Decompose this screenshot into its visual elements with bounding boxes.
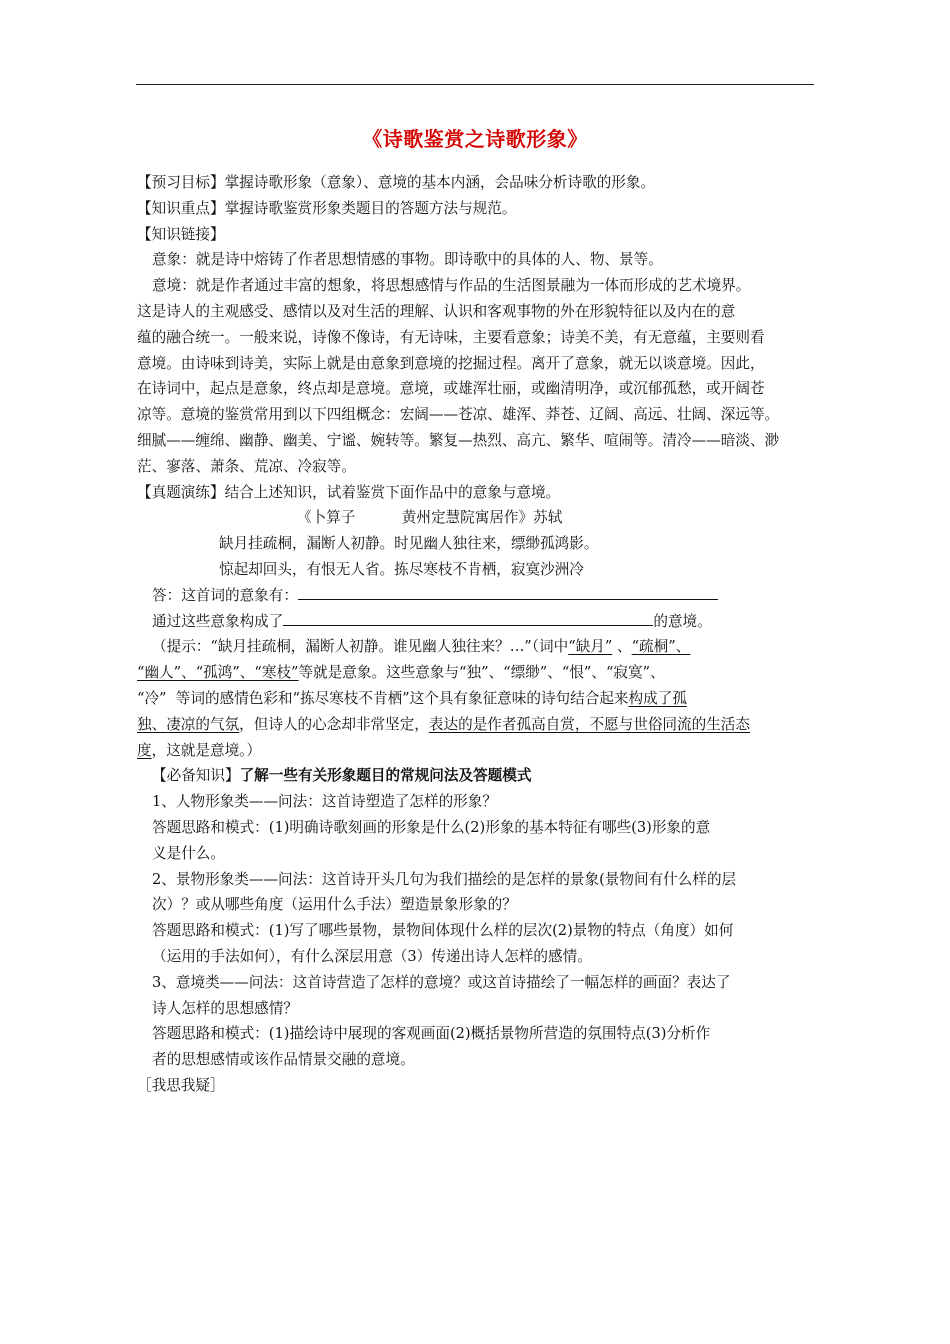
required-knowledge-tag: 【必备知识】 bbox=[152, 767, 240, 785]
knowledge-line: 答题思路和模式：(1)描绘诗中展现的客观画面(2)概括景物所营造的氛围特点(3)分析作 bbox=[152, 1025, 711, 1043]
hint-text: （提示：“缺月挂疏桐，漏断人初静。谁见幽人独往来？…”（词中 bbox=[152, 638, 569, 656]
knowledge-line: 1、人物形象类——问法：这首诗塑造了怎样的形象？ bbox=[152, 793, 497, 811]
yijing-line: 意境：就是作者通过丰富的想象，将思想感情与作品的生活图景融为一体而形成的艺术境界。 bbox=[152, 277, 751, 295]
yijing-line: 细腻——缠绵、幽静、幽美、宁谧、婉转等。繁复—热烈、高亢、繁华、喧闹等。清冷——暗淡、渺 bbox=[137, 431, 780, 449]
poem-line: 缺月挂疏桐，漏断人初静。时见幽人独往来，缥缈孤鸿影。 bbox=[219, 535, 599, 553]
document-body bbox=[137, 170, 817, 1099]
answer-mood bbox=[137, 609, 817, 635]
hint-underlined: 度 bbox=[137, 741, 152, 759]
answer-imagery bbox=[137, 583, 817, 609]
preview-goal-tag: 【预习目标】 bbox=[137, 174, 225, 191]
knowledge-link-tag: 【知识链接】 bbox=[137, 225, 225, 243]
hint-underlined: 独、凄凉的气氛 bbox=[137, 715, 240, 733]
hint-text: “冷” 等词的感情色彩和“拣尽寒枝不肯栖”这个具有象征意味的诗句结合起来 bbox=[137, 689, 629, 707]
practice-text: 结合上述知识，试着鉴赏下面作品中的意象与意境。 bbox=[224, 483, 561, 501]
yijing-line: 蕴的融合统一。一般来说，诗像不像诗，有无诗味，主要看意象；诗美不美，有无意蕴，主要则看 bbox=[137, 328, 765, 346]
knowledge-line: 答题思路和模式：(1)明确诗歌刻画的形象是什么(2)形象的基本特征有哪些(3)形象的意 bbox=[152, 818, 711, 836]
yixiang-definition: 意象：就是诗中熔铸了作者思想情感的事物。即诗歌中的具体的人、物、景等。 bbox=[152, 251, 663, 269]
hint-underlined: “幽人”、“孤鸿”、“寒枝” bbox=[137, 664, 299, 682]
yijing-line: 在诗词中，起点是意象，终点却是意境。意境，或雄浑壮丽，或幽清明净，或沉郁孤愁，或开阔苍 bbox=[137, 380, 765, 398]
hint-text: 等就是意象。这些意象与“独”、“缥缈”、“恨”、“寂寞”、 bbox=[298, 664, 665, 682]
hint-text: ，但诗人的心念却非常坚定， bbox=[239, 715, 429, 733]
yijing-line: 意境。由诗味到诗美，实际上就是由意象到意境的挖掘过程。离开了意象，就无以谈意境。因此， bbox=[137, 354, 765, 372]
answer-imagery-prefix: 答：这首词的意象有： bbox=[152, 586, 298, 604]
hint-line bbox=[137, 738, 817, 764]
knowledge-line: 2、景物形象类——问法：这首诗开头几句为我们描绘的是怎样的景象(景物间有什么样的层 bbox=[152, 870, 737, 888]
hint-underlined: “缺月” bbox=[568, 638, 613, 656]
hint-underlined: 构成了孤 bbox=[628, 689, 687, 707]
answer-mood-suffix: 的意境。 bbox=[653, 612, 712, 630]
poem-title: 《卜算子 黄州定慧院寓居作》苏轼 bbox=[297, 509, 563, 527]
knowledge-line: （运用的手法如何），有什么深层用意（3）传递出诗人怎样的感情。 bbox=[152, 947, 592, 965]
answer-mood-blank[interactable] bbox=[283, 609, 653, 626]
knowledge-line: 次）？或从哪些角度（运用什么手法）塑造景象形象的？ bbox=[152, 896, 517, 914]
hint-line bbox=[137, 686, 817, 712]
knowledge-line: 义是什么。 bbox=[152, 844, 225, 862]
header-rule bbox=[136, 84, 814, 85]
knowledge-line: 者的思想感情或该作品情景交融的意境。 bbox=[152, 1051, 415, 1069]
reflection-heading: ［我思我疑］ bbox=[137, 1076, 225, 1094]
key-point-text: 掌握诗歌鉴赏形象类题目的答题方法与规范。 bbox=[224, 199, 517, 217]
yijing-line: 茫、寥落、萧条、荒凉、冷寂等。 bbox=[137, 457, 356, 475]
practice-tag: 【真题演练】 bbox=[137, 483, 225, 501]
hint-text: ，这就是意境。） bbox=[151, 741, 262, 759]
preview-goal-text: 掌握诗歌形象（意象）、意境的基本内涵，会品味分析诗歌的形象。 bbox=[224, 174, 656, 191]
hint-underlined: 表达的是作者孤高自赏，不愿与世俗同流的生活态 bbox=[428, 715, 750, 733]
required-knowledge-title: 了解一些有关形象题目的常规问法及答题模式 bbox=[239, 767, 532, 785]
hint-line bbox=[137, 634, 817, 660]
knowledge-line: 3、意境类——问法：这首诗营造了怎样的意境？或这首诗描绘了一幅怎样的画面？表达了 bbox=[152, 973, 731, 991]
preview-goal bbox=[137, 170, 817, 196]
hint-line bbox=[137, 712, 817, 738]
page-title: 《诗歌鉴赏之诗歌形象》 bbox=[362, 127, 588, 151]
knowledge-line: 诗人怎样的思想感情？ bbox=[152, 999, 298, 1017]
key-point bbox=[137, 196, 817, 222]
knowledge-line: 答题思路和模式：(1)写了哪些景物，景物间体现什么样的层次(2)景物的特点（角度）如何 bbox=[152, 922, 734, 940]
hint-line bbox=[137, 660, 817, 686]
yijing-line: 这是诗人的主观感受、感情以及对生活的理解、认识和客观事物的外在形貌特征以及内在的意 bbox=[137, 302, 736, 320]
answer-mood-prefix: 通过这些意象构成了 bbox=[152, 612, 284, 630]
poem-line: 惊起却回头，有恨无人省。拣尽寒枝不肯栖，寂寞沙洲冷 bbox=[219, 560, 584, 578]
knowledge-link-heading bbox=[137, 222, 817, 248]
required-knowledge-heading bbox=[137, 763, 817, 789]
practice-intro bbox=[137, 480, 817, 506]
yijing-line: 凉等。意境的鉴赏常用到以下四组概念：宏阔——苍凉、雄浑、莽苍、辽阔、高远、壮阔、深远等。 bbox=[137, 406, 780, 424]
hint-text: 、 bbox=[612, 638, 632, 656]
key-point-tag: 【知识重点】 bbox=[137, 199, 225, 217]
answer-imagery-blank[interactable] bbox=[298, 583, 718, 600]
hint-underlined: “疏桐”、 bbox=[631, 638, 691, 656]
